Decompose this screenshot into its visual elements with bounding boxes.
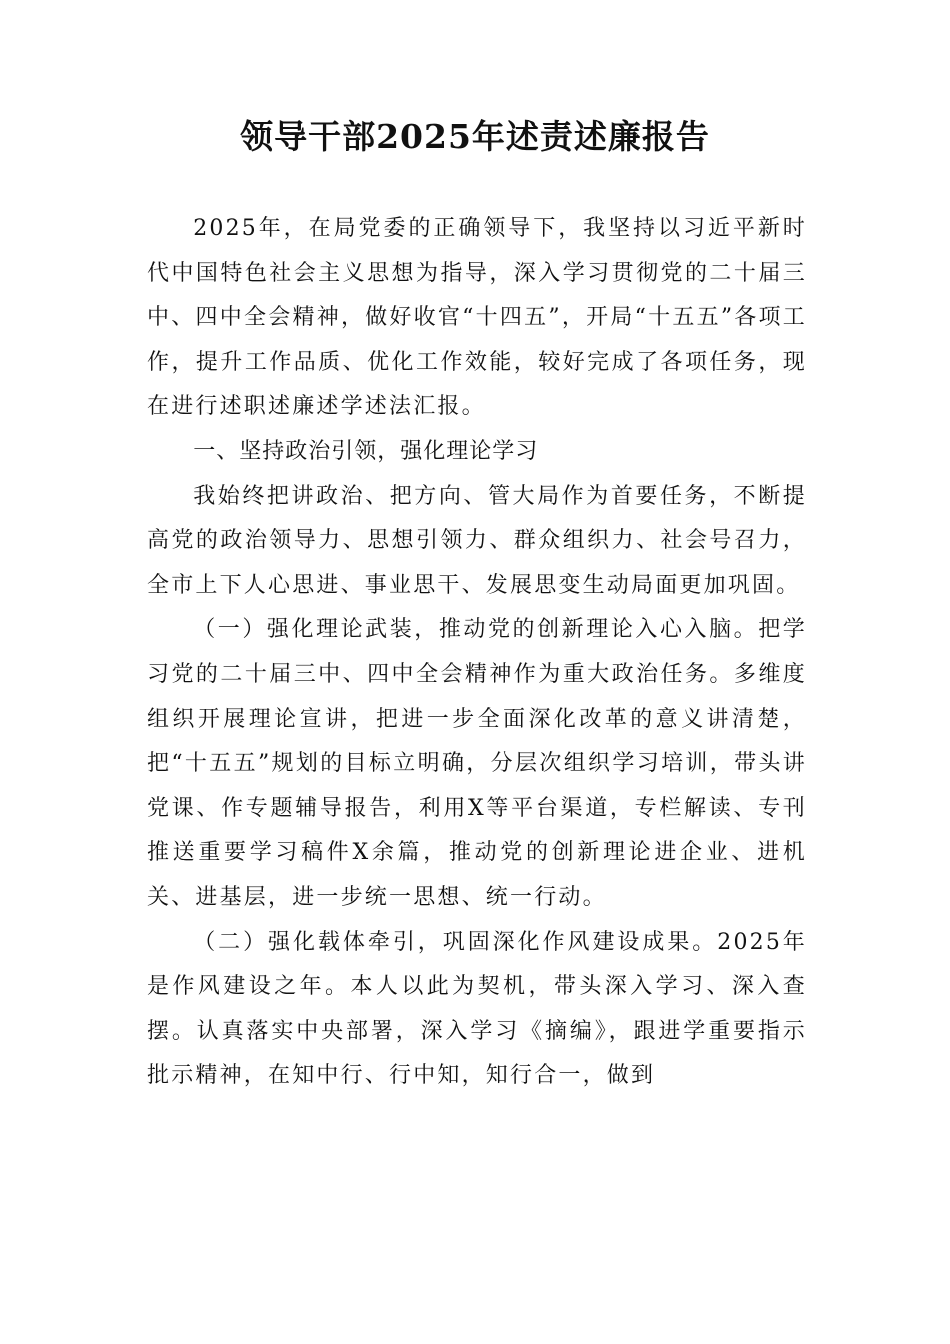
intro-paragraph: 2025年，在局党委的正确领导下，我坚持以习近平新时代中国特色社会主义思想为指导，深入学习贯彻党的二十届三中、四中全会精神，做好收官“十四五”，开局“十五五”各项工作，提升工作品质、优化工作效能，较好完成了各项任务，现在进行述职述廉述学述法汇报。 [147,216,807,420]
subsection-paragraph-2: （二）强化载体牵引，巩固深化作风建设成果。2025年是作风建设之年。本人以此为契机，带头深入学习、深入查摆。认真落实中央部署，深入学习《摘编》，跟进学重要指示批示精神，在知中行、行中知，知行合一，做到 [147,929,807,1089]
subsection-paragraph-1: （一）强化理论武装，推动党的创新理论入心入脑。把学习党的二十届三中、四中全会精神作为重大政治任务。多维度组织开展理论宣讲，把进一步全面深化改革的意义讲清楚，把“十五五”规划的目标立明确，分层次组织学习培训，带头讲党课、作专题辅导报告，利用X等平台渠道，专栏解读、专刊推送重要学习稿件X余篇，推动党的创新理论进企业、进机关、进基层，进一步统一思想、统一行动。 [147,617,807,910]
document-body [147,207,807,1099]
section-heading: 一、坚持政治引领，强化理论学习 [193,438,539,464]
section-intro-paragraph: 我始终把讲政治、把方向、管大局作为首要任务，不断提高党的政治领导力、思想引领力、群众组织力、社会号召力，全市上下人心思进、事业思干、发展思变生动局面更加巩固。 [147,483,807,598]
document-title: 领导干部2025年述责述廉报告 [240,117,710,156]
